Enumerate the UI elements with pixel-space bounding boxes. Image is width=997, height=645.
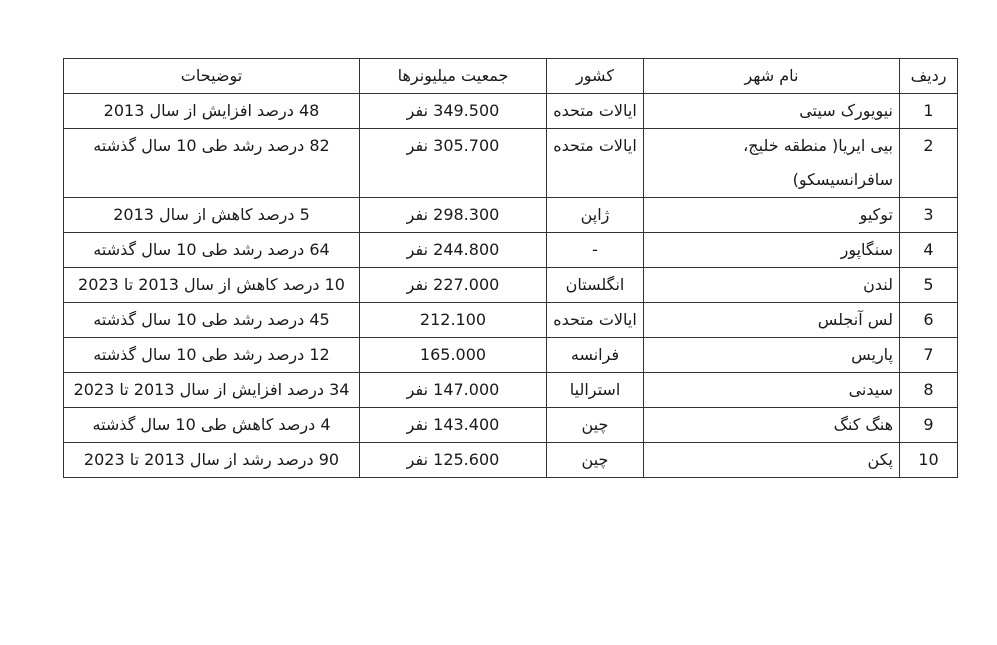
table-row [64, 408, 958, 443]
cell-city: توکیو [644, 198, 900, 233]
cell-country: استرالیا [547, 373, 644, 408]
cell-index: 7 [900, 338, 958, 373]
cell-description: 4 درصد کاهش طی 10 سال گذشته [64, 408, 360, 443]
cell-description: 82 درصد رشد طی 10 سال گذشته [64, 129, 360, 198]
cell-population: 349.500 نفر [360, 94, 547, 129]
table-row [64, 443, 958, 478]
header-description: توضیحات [64, 59, 360, 94]
cell-index: 8 [900, 373, 958, 408]
cell-city: نیویورک سیتی [644, 94, 900, 129]
header-index: ردیف [900, 59, 958, 94]
table-row [64, 233, 958, 268]
millionaire-cities-table [63, 58, 958, 478]
cell-population: 165.000 [360, 338, 547, 373]
cell-city: سیدنی [644, 373, 900, 408]
cell-description: 45 درصد رشد طی 10 سال گذشته [64, 303, 360, 338]
cell-description: 10 درصد کاهش از سال 2013 تا 2023 [64, 268, 360, 303]
cell-population: 212.100 [360, 303, 547, 338]
cell-city: بیی ایریا( منطقه خلیج، سافرانسیسکو) [644, 129, 900, 198]
cell-country: ایالات متحده [547, 129, 644, 198]
cell-city: پاریس [644, 338, 900, 373]
cell-city: لندن [644, 268, 900, 303]
cell-index: 9 [900, 408, 958, 443]
header-population: جمعیت میلیونرها [360, 59, 547, 94]
cell-city: لس آنجلس [644, 303, 900, 338]
table-row [64, 129, 958, 198]
table-row [64, 198, 958, 233]
table-row [64, 94, 958, 129]
cell-index: 6 [900, 303, 958, 338]
cell-country: فرانسه [547, 338, 644, 373]
cell-population: 143.400 نفر [360, 408, 547, 443]
header-city: نام شهر [644, 59, 900, 94]
cell-country: - [547, 233, 644, 268]
cell-population: 244.800 نفر [360, 233, 547, 268]
header-country: کشور [547, 59, 644, 94]
cell-index: 5 [900, 268, 958, 303]
cell-population: 227.000 نفر [360, 268, 547, 303]
cell-description: 12 درصد رشد طی 10 سال گذشته [64, 338, 360, 373]
cell-country: ایالات متحده [547, 303, 644, 338]
cell-city: هنگ کنگ [644, 408, 900, 443]
cell-description: 5 درصد کاهش از سال 2013 [64, 198, 360, 233]
table-header [64, 59, 958, 94]
header-row [64, 59, 958, 94]
cell-description: 34 درصد افزایش از سال 2013 تا 2023 [64, 373, 360, 408]
cell-country: انگلستان [547, 268, 644, 303]
cell-population: 305.700 نفر [360, 129, 547, 198]
cell-description: 48 درصد افزایش از سال 2013 [64, 94, 360, 129]
cell-population: 298.300 نفر [360, 198, 547, 233]
cell-country: ژاپن [547, 198, 644, 233]
table-row [64, 303, 958, 338]
cell-description: 64 درصد رشد طی 10 سال گذشته [64, 233, 360, 268]
cell-population: 125.600 نفر [360, 443, 547, 478]
cell-country: چین [547, 408, 644, 443]
cell-country: ایالات متحده [547, 94, 644, 129]
table-row [64, 268, 958, 303]
cell-description: 90 درصد رشد از سال 2013 تا 2023 [64, 443, 360, 478]
cell-index: 3 [900, 198, 958, 233]
cell-index: 1 [900, 94, 958, 129]
cell-index: 10 [900, 443, 958, 478]
cell-country: چین [547, 443, 644, 478]
table-row [64, 373, 958, 408]
table-row [64, 338, 958, 373]
cell-index: 4 [900, 233, 958, 268]
cell-city: پکن [644, 443, 900, 478]
cell-population: 147.000 نفر [360, 373, 547, 408]
cell-city: سنگاپور [644, 233, 900, 268]
cell-index: 2 [900, 129, 958, 198]
table-body [64, 94, 958, 478]
